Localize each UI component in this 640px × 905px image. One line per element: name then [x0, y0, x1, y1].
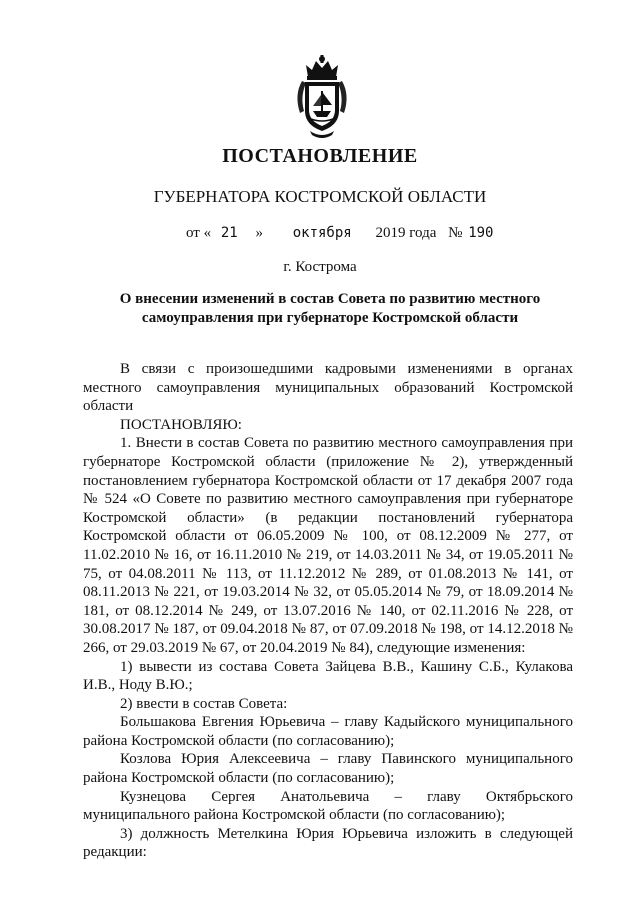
date-prefix: от « — [186, 225, 212, 241]
document-number: 190 — [468, 225, 494, 241]
issuer-line: ГУБЕРНАТОРА КОСТРОМСКОЙ ОБЛАСТИ — [153, 187, 487, 206]
paragraph: В связи с произошедшими кадровыми изменениями в органах местного самоуправления муниципальных образований Костромской области — [83, 361, 573, 415]
document-heading: О внесении изменений в состав Совета по развитию местного самоуправления при губернаторе Костромской области — [119, 291, 541, 326]
date-close-quote: » — [255, 225, 263, 241]
date-day: 21 — [220, 225, 238, 241]
city-line: г. Кострома — [283, 259, 357, 275]
paragraph: 1) вывести из состава Совета Зайцева В.В., Кашину С.Б., Кулакова И.В., Ноду В.Ю.; — [83, 658, 573, 694]
coat-of-arms-emblem — [292, 55, 352, 139]
date-line — [186, 225, 493, 242]
paragraph: ПОСТАНОВЛЯЮ: — [120, 416, 242, 433]
number-prefix: № — [448, 225, 463, 241]
document-body — [83, 360, 573, 862]
paragraph: 1. Внести в состав Совета по развитию местного самоуправления при губернаторе Костромской области (приложение № 2), утвержденный постановлением губернатора Костромской области от 17 декабря 2007 года № 524 «О Совете по развитию местного самоуправления при губернаторе Костромской области» (в редакции постановлений губернатора Костромской области от 06.05.2009 № 100, от 08.12.2009 № 277, от 11.02.2010 № 16, от 16.11.2010 № 219, от 14.03.2011 № 34, от 19.05.2011 № 75, от 04.08.2011 № 113, от 11.12.2012 № 289, от 01.08.2013 № 141, от 08.11.2013 № 221, от 19.03.2014 № 32, от 05.05.2014 № 79, от 18.09.2014 № 181, от 08.12.2014 № 249, от 13.07.2016 № 140, от 02.11.2016 № 228, от 30.08.2017 № 187, от 09.04.2018 № 87, от 07.09.2018 № 198, от 14.12.2018 № 266, от 29.03.2019 № 67, от 20.04.2019 № 84), следующие изменения: — [83, 435, 573, 656]
paragraph: 2) ввести в состав Совета: — [120, 695, 288, 712]
document-title: ПОСТАНОВЛЕНИЕ — [222, 145, 418, 167]
date-year: 2019 года — [375, 225, 437, 241]
date-month: октября — [292, 225, 352, 241]
paragraph: Большакова Евгения Юрьевича – главу Кадыйского муниципального района Костромской области (по согласованию); — [83, 714, 573, 749]
paragraph: Козлова Юрия Алексеевича – главу Павинского муниципального района Костромской области (по согласованию); — [83, 751, 573, 787]
paragraph: 3) должность Метелкина Юрия Юрьевича изложить в следующей редакции: — [83, 825, 573, 861]
paragraph: Кузнецова Сергея Анатольевича – главу Октябрьского муниципального района Костромской области (по согласованию); — [83, 788, 573, 824]
